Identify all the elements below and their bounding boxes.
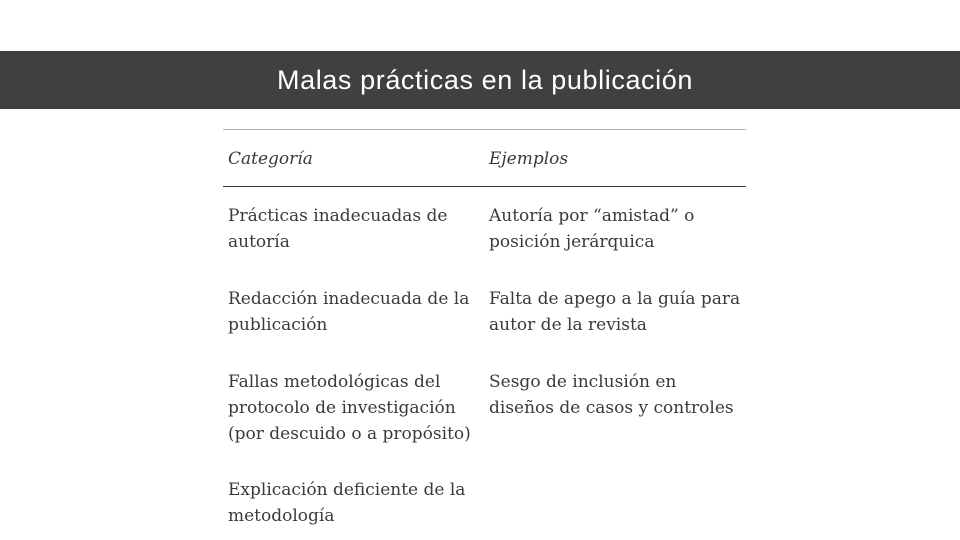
header-ejemplos: Ejemplos (489, 149, 569, 169)
row-1-ejemplos: Autoría por “amistad” o posición jerárquica (489, 206, 695, 252)
table-header-rule (223, 186, 746, 187)
header-categoria: Categoría (228, 149, 313, 169)
row-4-categoria: Explicación deficiente de la metodología (228, 480, 466, 526)
row-1-categoria: Prácticas inadecuadas de autoría (228, 206, 448, 252)
row-2-ejemplos: Falta de apego a la guía para autor de la revista (489, 289, 741, 335)
row-2-categoria: Redacción inadecuada de la publicación (228, 289, 470, 335)
row-3-categoria: Fallas metodológicas del protocolo de investigación (por descuido o a propósito) (228, 372, 471, 444)
table-top-rule (223, 129, 746, 130)
row-3-ejemplos: Sesgo de inclusión en diseños de casos y controles (489, 372, 734, 418)
title-bar (0, 51, 960, 109)
slide-title: Malas prácticas en la publicación (276, 65, 693, 95)
